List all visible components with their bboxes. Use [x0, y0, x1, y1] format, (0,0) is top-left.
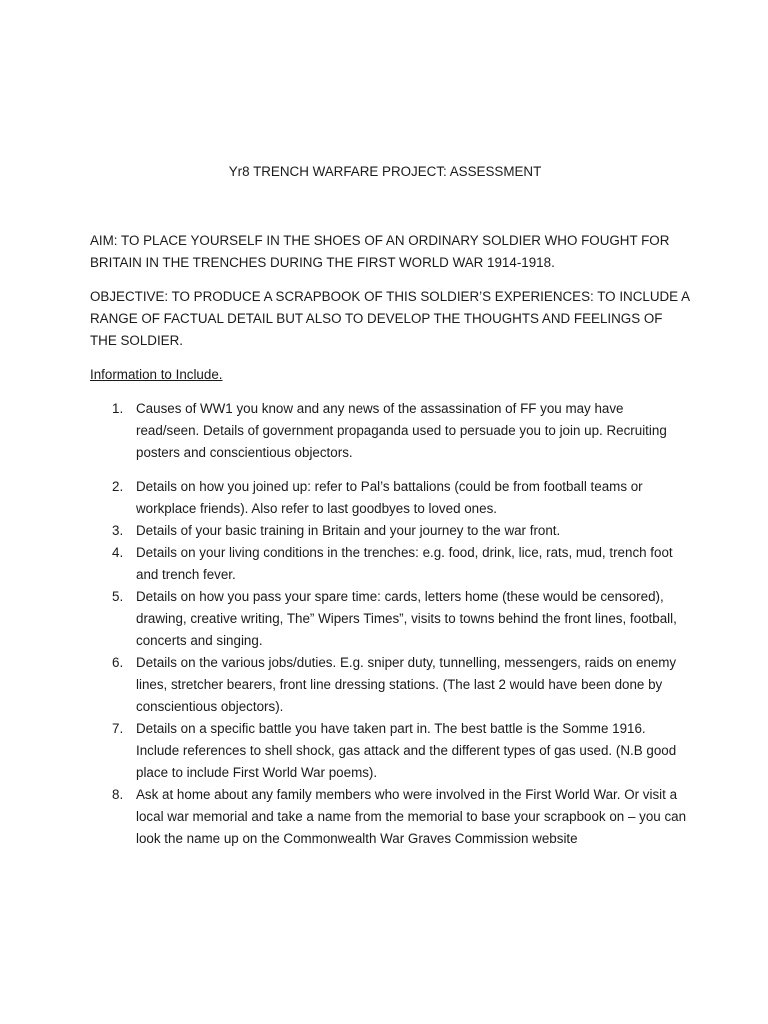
- list-item-text: Details on your living conditions in the trenches: e.g. food, drink, lice, rats, mud, trench foot and trench fever.: [136, 545, 673, 582]
- list-item-text: Details on the various jobs/duties. E.g. sniper duty, tunnelling, messengers, raids on enemy lines, stretcher bearers, front line dressing stations. (The last 2 would have been done by conscientious objectors).: [136, 655, 677, 714]
- list-item-text: Details of your basic training in Britain and your journey to the war front.: [136, 523, 561, 538]
- list-item: [90, 586, 690, 652]
- list-item: [90, 476, 690, 520]
- list-item-number: 1.: [112, 401, 124, 416]
- objective-paragraph: OBJECTIVE: TO PRODUCE A SCRAPBOOK OF THIS SOLDIER’S EXPERIENCES: TO INCLUDE A RANGE OF FACTUAL DETAIL BUT ALSO TO DEVELOP THE THOUGHTS AND FEELINGS OF THE SOLDIER.: [90, 289, 690, 348]
- list-item-text: Ask at home about any family members who were involved in the First World War. Or visit a local war memorial and take a name from the memorial to base your scrapbook on – you can look the name up on the Commonwealth War Graves Commission website: [136, 787, 687, 846]
- list-item: [90, 718, 690, 784]
- list-item-text: Details on how you pass your spare time: cards, letters home (these would be censored), drawing, creative writing, The” Wipers Times”, visits to towns behind the front lines, football, concerts and singing.: [136, 589, 677, 648]
- list-item-text: Causes of WW1 you know and any news of the assassination of FF you may have read/seen. Details of government propaganda used to persuade you to join up. Recruiting posters and conscientious objectors.: [136, 401, 667, 460]
- list-item: [90, 520, 690, 542]
- list-item: [90, 398, 690, 464]
- list-item-number: 3.: [112, 523, 124, 538]
- document-title: Yr8 TRENCH WARFARE PROJECT: ASSESSMENT: [228, 164, 542, 179]
- list-item: [90, 652, 690, 718]
- list-item-text: Details on how you joined up: refer to Pal’s battalions (could be from football teams or workplace friends). Also refer to last goodbyes to loved ones.: [136, 479, 643, 516]
- list-item-number: 5.: [112, 589, 124, 604]
- list-item: [90, 784, 690, 850]
- aim-paragraph: AIM: TO PLACE YOURSELF IN THE SHOES OF AN ORDINARY SOLDIER WHO FOUGHT FOR BRITAIN IN THE TRENCHES DURING THE FIRST WORLD WAR 1914-1918.: [90, 233, 670, 270]
- information-list: [90, 398, 690, 850]
- list-item-number: 6.: [112, 655, 124, 670]
- list-item-number: 7.: [112, 721, 124, 736]
- list-item-number: 2.: [112, 479, 124, 494]
- section-heading: Information to Include.: [90, 367, 223, 382]
- document-body: [90, 230, 690, 850]
- list-item: [90, 542, 690, 586]
- list-item-number: 4.: [112, 545, 124, 560]
- list-item-text: Details on a specific battle you have taken part in. The best battle is the Somme 1916. Include references to shell shock, gas attack and the different types of gas used. (N.B good place to include First World War poems).: [136, 721, 677, 780]
- list-item-number: 8.: [112, 787, 124, 802]
